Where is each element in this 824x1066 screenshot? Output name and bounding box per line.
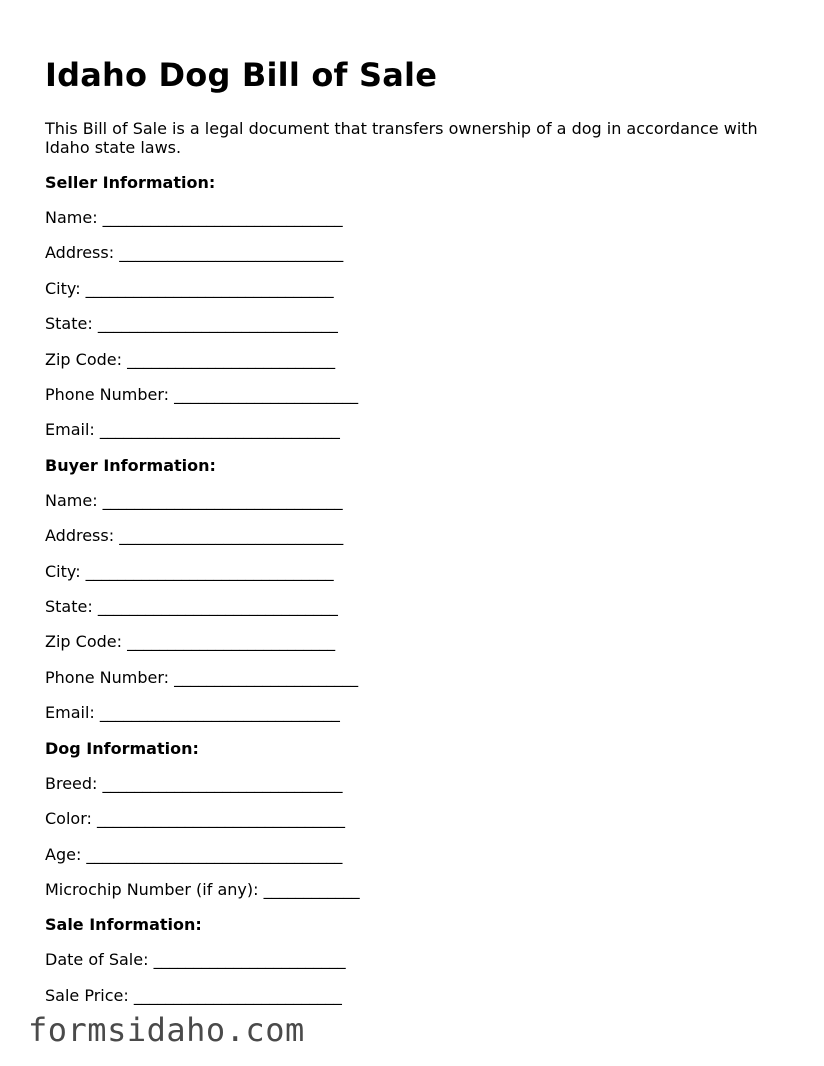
buyer-zip-field[interactable]: Zip Code: __________________________ — [45, 632, 336, 651]
buyer-email-field[interactable]: Email: ______________________________ — [45, 703, 340, 722]
buyer-name-field[interactable]: Name: ______________________________ — [45, 491, 343, 510]
sale-date-field[interactable]: Date of Sale: ________________________ — [45, 950, 346, 969]
seller-zip-field[interactable]: Zip Code: __________________________ — [45, 350, 336, 369]
seller-city-field[interactable]: City: _______________________________ — [45, 279, 334, 298]
intro-paragraph: This Bill of Sale is a legal document that transfers ownership of a dog in accordance with Idaho state laws. — [45, 119, 758, 157]
dog-age-field[interactable]: Age: ________________________________ — [45, 845, 343, 864]
dog-color-field[interactable]: Color: _______________________________ — [45, 809, 345, 828]
seller-name-field[interactable]: Name: ______________________________ — [45, 208, 343, 227]
buyer-state-field[interactable]: State: ______________________________ — [45, 597, 338, 616]
buyer-heading: Buyer Information: — [45, 456, 216, 475]
sale-price-field[interactable]: Sale Price: __________________________ — [45, 986, 342, 1005]
seller-address-field[interactable]: Address: ____________________________ — [45, 243, 344, 262]
buyer-address-field[interactable]: Address: ____________________________ — [45, 526, 344, 545]
seller-phone-field[interactable]: Phone Number: _______________________ — [45, 385, 359, 404]
buyer-phone-field[interactable]: Phone Number: _______________________ — [45, 668, 359, 687]
site-watermark: formsidaho.com — [28, 1011, 305, 1049]
seller-state-field[interactable]: State: ______________________________ — [45, 314, 338, 333]
document-title: Idaho Dog Bill of Sale — [45, 56, 438, 94]
buyer-city-field[interactable]: City: _______________________________ — [45, 562, 334, 581]
dog-heading: Dog Information: — [45, 739, 199, 758]
seller-email-field[interactable]: Email: ______________________________ — [45, 420, 340, 439]
sale-heading: Sale Information: — [45, 915, 202, 934]
dog-microchip-field[interactable]: Microchip Number (if any): ____________ — [45, 880, 360, 899]
seller-heading: Seller Information: — [45, 173, 216, 192]
dog-breed-field[interactable]: Breed: ______________________________ — [45, 774, 343, 793]
